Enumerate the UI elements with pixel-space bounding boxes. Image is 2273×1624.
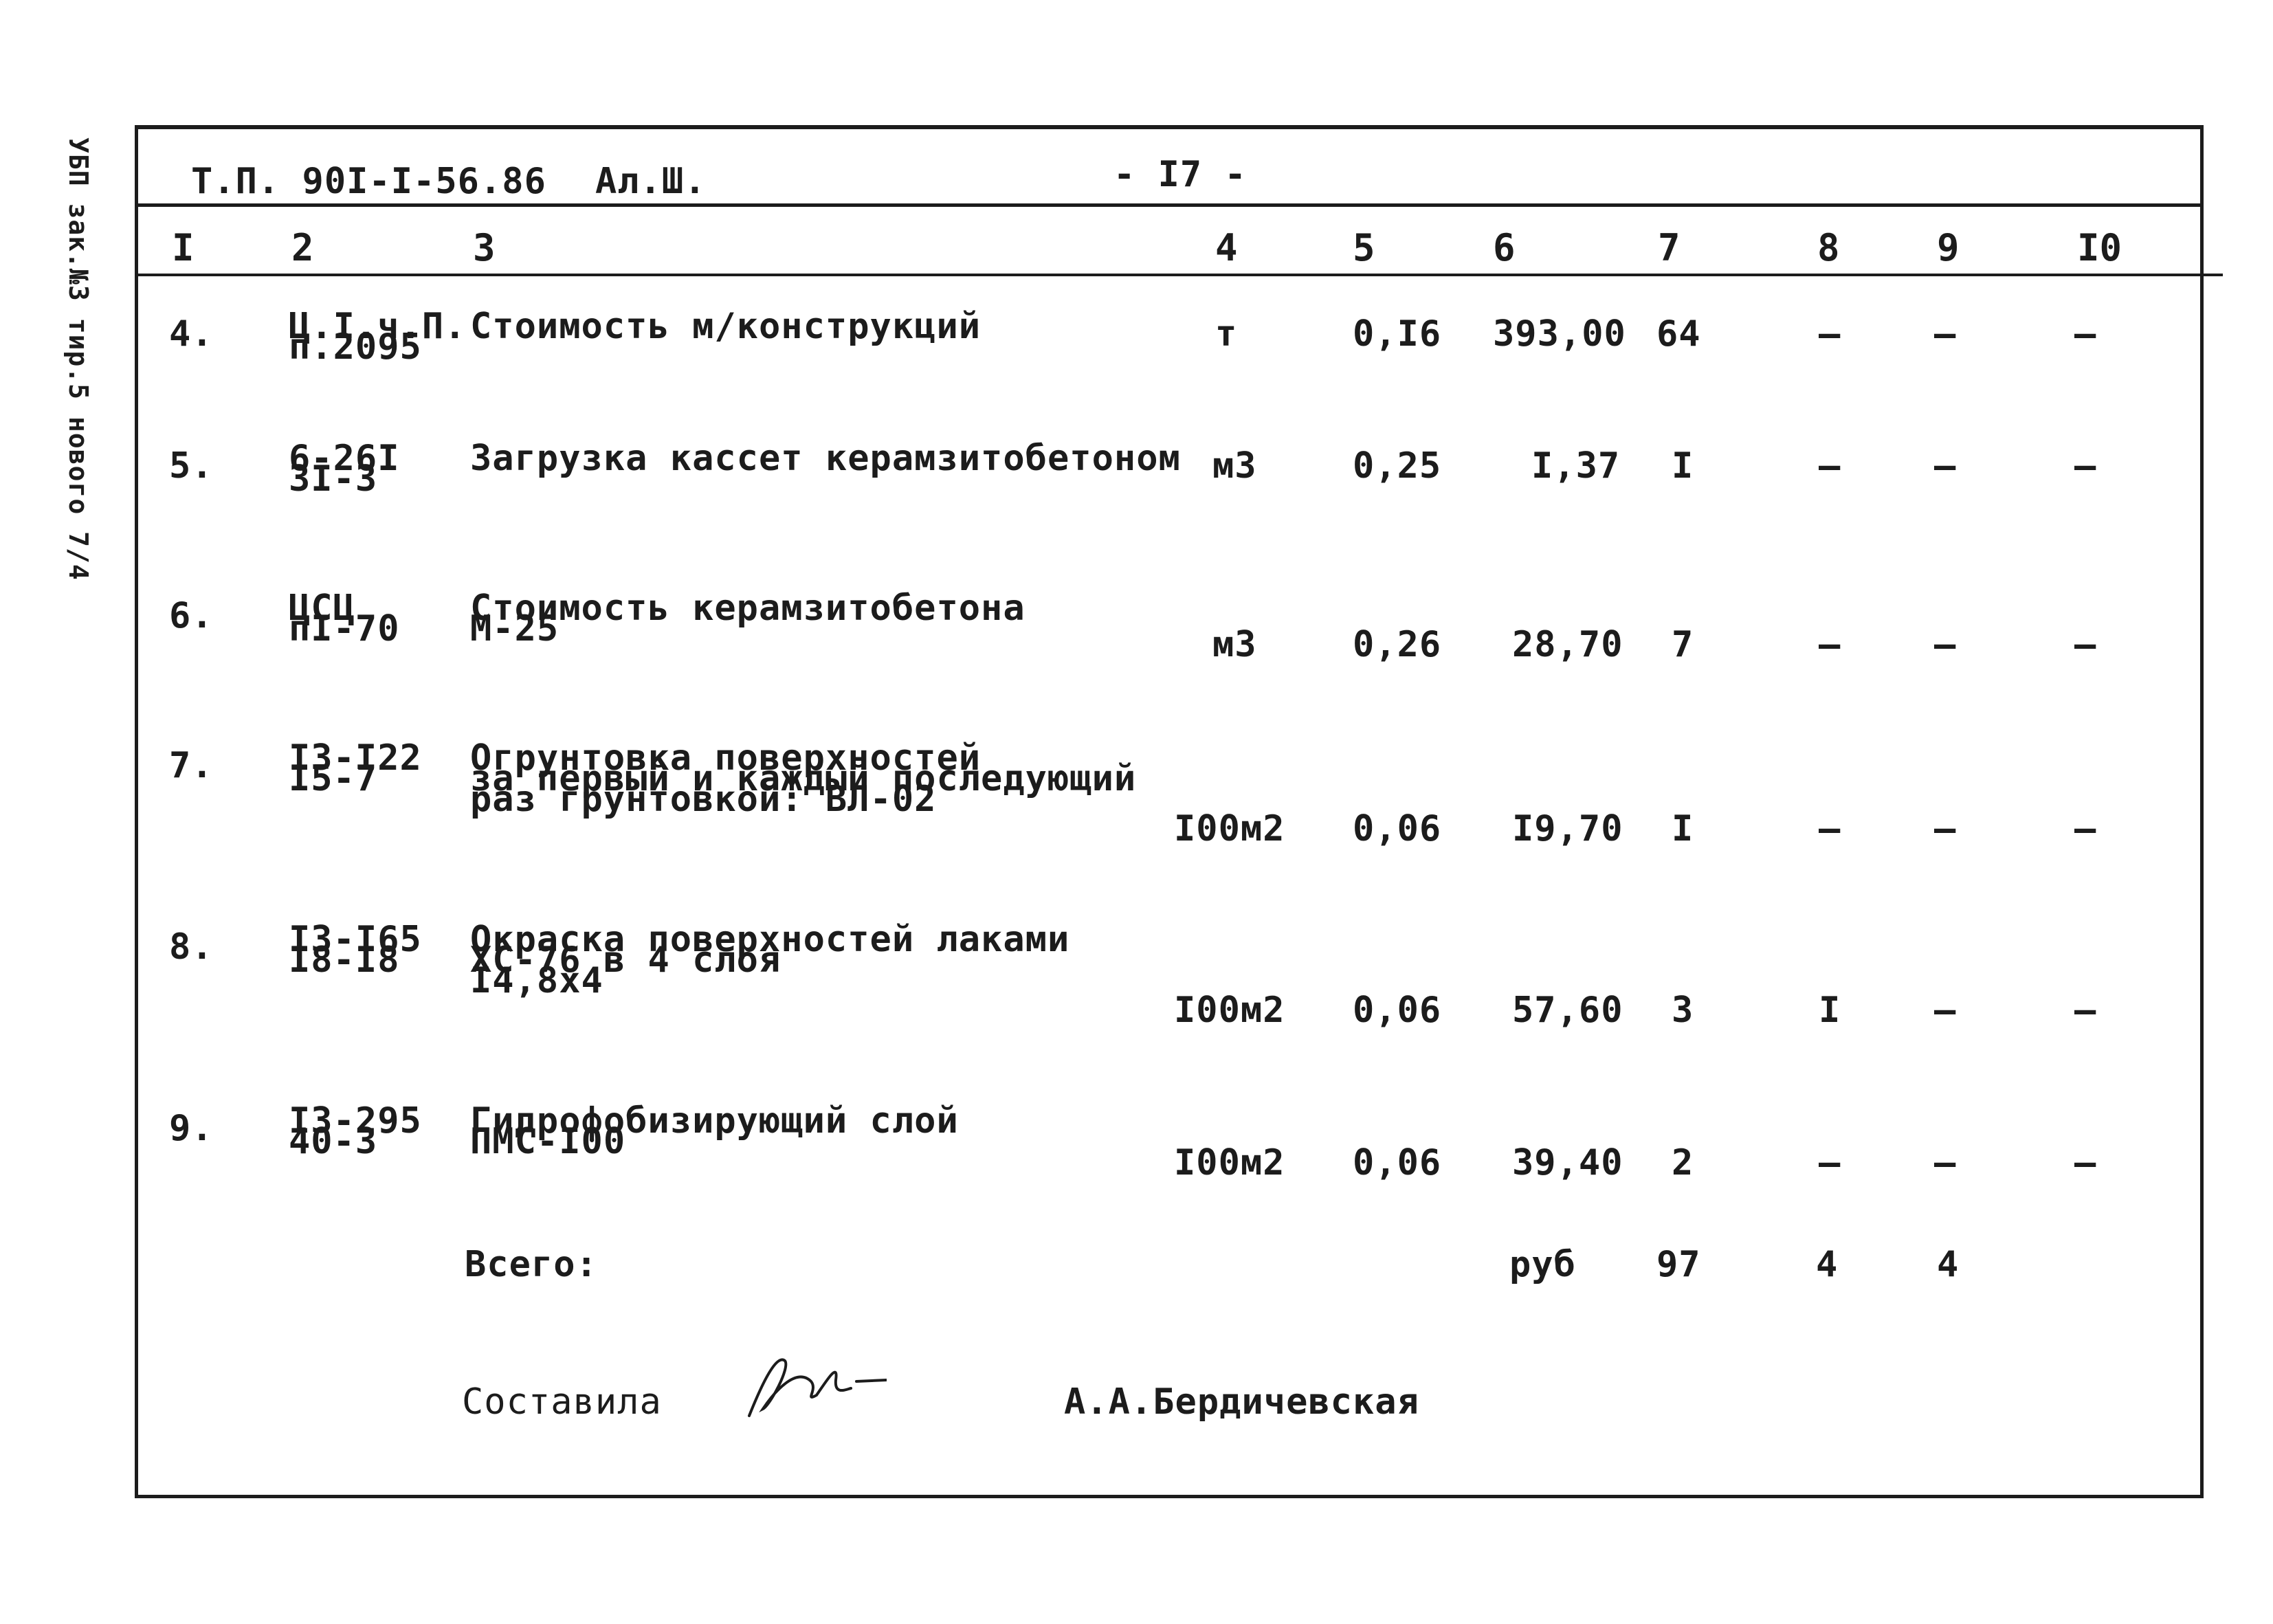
row-col10: – — [2074, 624, 2097, 665]
row-total: I — [1672, 808, 1694, 849]
row-col10: – — [2074, 808, 2097, 849]
row-unit: т — [1215, 313, 1238, 355]
row-code: I3-295 40-3 — [289, 1100, 422, 1162]
totals-col7: 97 — [1656, 1244, 1701, 1285]
album-label: Ал.Ш. — [595, 161, 707, 202]
row-col10: – — [2074, 313, 2097, 355]
column-header: 3 — [473, 226, 496, 269]
row-col10: – — [2074, 1142, 2097, 1183]
column-header: 2 — [291, 226, 314, 269]
row-total: 7 — [1672, 624, 1694, 665]
row-total: I — [1672, 445, 1694, 487]
column-header: 6 — [1493, 226, 1516, 269]
row-col8: – — [1819, 808, 1841, 849]
compiler-name: А.А.Бердичевская — [1064, 1381, 1419, 1423]
header-divider — [135, 203, 2204, 207]
compiled-by-label: Составила — [462, 1381, 662, 1423]
document-code: Т.П. 90I-I-56.86 — [191, 161, 546, 202]
row-col8: – — [1819, 1142, 1841, 1183]
totals-label: Всего: — [465, 1244, 598, 1285]
row-code: Ц.I.ч.П. п.2095 — [289, 306, 467, 368]
row-unit: м3 — [1212, 445, 1257, 487]
row-description: Стоимость м/конструкций — [470, 306, 982, 347]
row-col9: – — [1934, 624, 1957, 665]
row-col8: – — [1819, 313, 1841, 355]
totals-col8: 4 — [1816, 1244, 1839, 1285]
row-quantity: 0,26 — [1353, 624, 1442, 665]
row-quantity: 0,06 — [1353, 808, 1442, 849]
row-col10: – — [2074, 990, 2097, 1031]
row-code: ЦСЦ пI-70 — [289, 588, 400, 649]
page-number: - I7 - — [1113, 154, 1247, 195]
row-quantity: 0,06 — [1353, 1142, 1442, 1183]
row-code: I3-I65 I8-I8 — [289, 919, 422, 981]
row-col9: – — [1934, 313, 1957, 355]
column-header: 7 — [1658, 226, 1681, 269]
signature — [735, 1340, 887, 1430]
row-price: I9,70 — [1512, 808, 1623, 849]
row-code: I3-I22 I5-7 — [289, 737, 422, 799]
row-price: 57,60 — [1512, 990, 1623, 1031]
row-quantity: 0,06 — [1353, 990, 1442, 1031]
row-col9: – — [1934, 445, 1957, 487]
row-number: 5. — [169, 445, 214, 487]
row-col8: – — [1819, 445, 1841, 487]
margin-stamp-text: УБП зак.№3 тир.5 нового 7/4 — [63, 137, 93, 581]
row-number: 9. — [169, 1108, 214, 1149]
row-col8: I — [1819, 990, 1841, 1031]
row-col8: – — [1819, 624, 1841, 665]
row-quantity: 0,I6 — [1353, 313, 1442, 355]
row-price: 39,40 — [1512, 1142, 1623, 1183]
row-unit: м3 — [1212, 624, 1257, 665]
totals-col9: 4 — [1937, 1244, 1960, 1285]
row-number: 4. — [169, 313, 214, 355]
row-unit: I00м2 — [1174, 1142, 1285, 1183]
column-header: 9 — [1937, 226, 1960, 269]
row-unit: I00м2 — [1174, 808, 1285, 849]
row-number: 8. — [169, 926, 214, 968]
row-description: Стоимость керамзитобетона М-25 — [470, 588, 1025, 649]
row-col10: – — [2074, 445, 2097, 487]
row-unit: I00м2 — [1174, 990, 1285, 1031]
margin-stamp — [63, 137, 102, 581]
column-header: I0 — [2077, 226, 2122, 269]
column-header: 8 — [1817, 226, 1840, 269]
row-quantity: 0,25 — [1353, 445, 1442, 487]
column-header: 4 — [1215, 226, 1238, 269]
row-col9: – — [1934, 808, 1957, 849]
row-price: 28,70 — [1512, 624, 1623, 665]
column-header-divider — [135, 274, 2223, 276]
row-description: Огрунтовка поверхностей за первый и каждый последующий раз грунтовкой: ВЛ-02 — [470, 737, 1137, 820]
row-total: 64 — [1656, 313, 1701, 355]
row-total: 3 — [1672, 990, 1694, 1031]
row-col9: – — [1934, 990, 1957, 1031]
column-header: I — [172, 226, 195, 269]
row-description: Загрузка кассет керамзитобетоном — [470, 438, 1181, 479]
row-col9: – — [1934, 1142, 1957, 1183]
column-header: 5 — [1353, 226, 1375, 269]
row-description: Окраска поверхностей лаками ХС-76 в 4 слоя I4,8х4 — [470, 919, 1070, 1001]
row-number: 7. — [169, 745, 214, 786]
row-price: I,37 — [1531, 445, 1621, 487]
row-price: 393,00 — [1493, 313, 1626, 355]
row-code: 6-26I 3I-3 — [289, 438, 400, 500]
row-number: 6. — [169, 595, 214, 636]
row-description: Гидрофобизирующий слой ПМС-I00 — [470, 1100, 959, 1162]
row-total: 2 — [1672, 1142, 1694, 1183]
totals-unit: руб — [1509, 1244, 1576, 1285]
